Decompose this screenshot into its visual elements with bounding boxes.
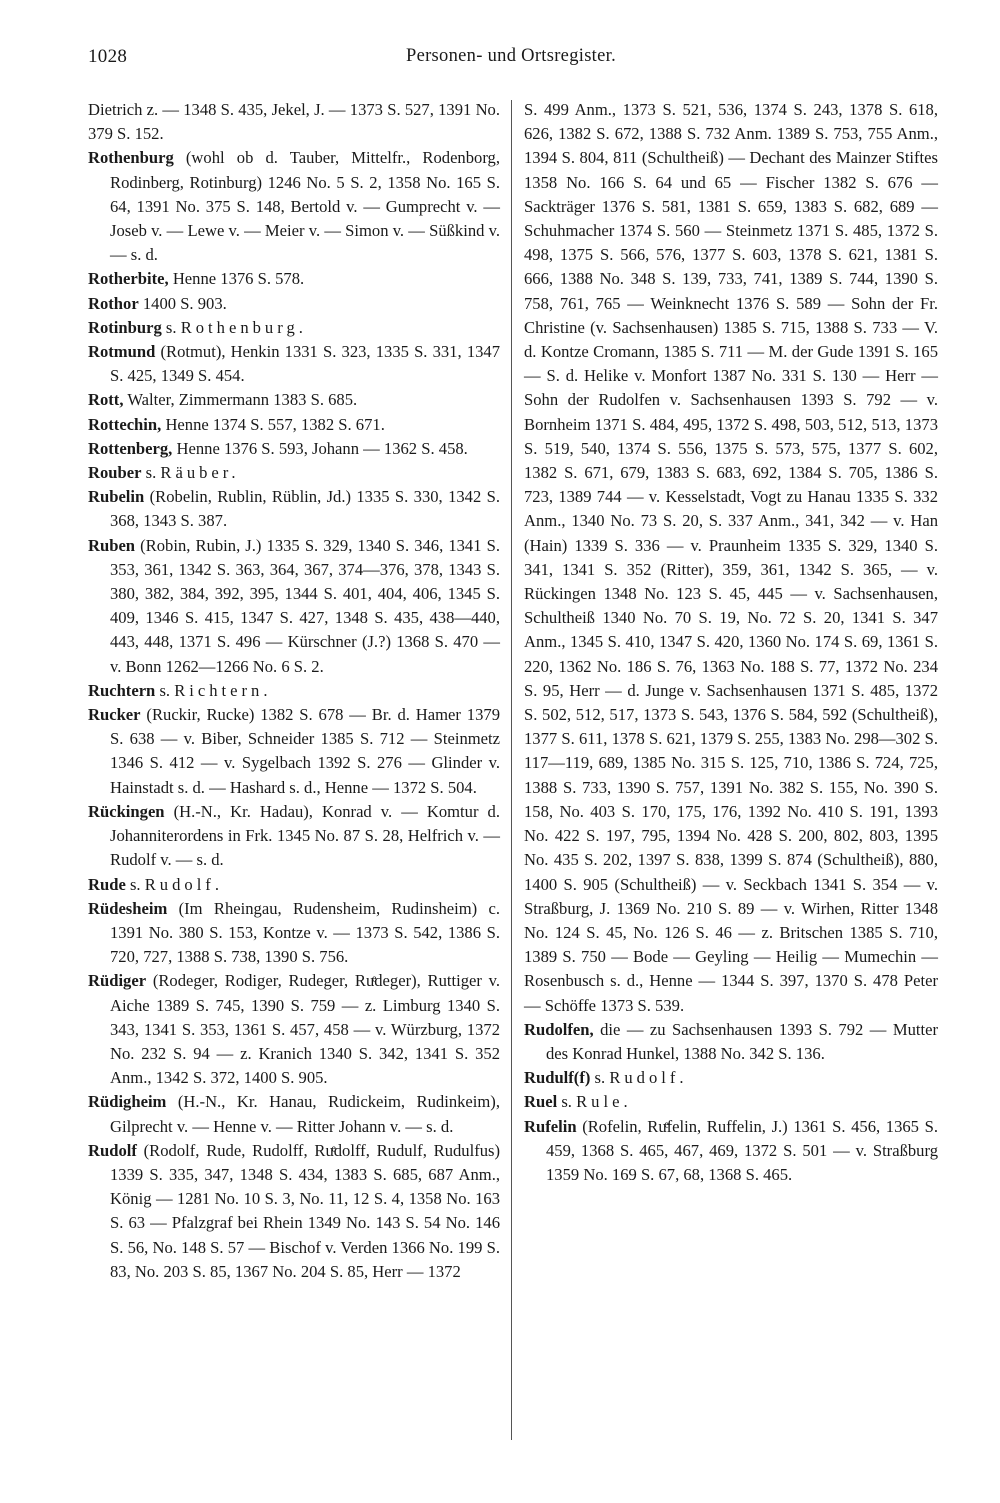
entry-headword: Rottechin, (88, 414, 162, 434)
entry-text: Henne 1376 S. 593, Johann — 1362 S. 458. (176, 438, 468, 458)
entry-headword: Rucker (88, 705, 141, 725)
entry-headword: Rudolf (88, 1140, 137, 1160)
entry-text: (H.-N., Kr. Hanau, Rudickeim, Rudinkeim), Gilprecht v. — Henne v. — Ritter Johann v. — s. d. (110, 1092, 500, 1136)
entry-text: s. (129, 874, 141, 894)
entry-text: (wohl ob d. Tauber, Mittelfr., Rodenborg, Rodinberg, Rotinburg) 1246 No. 5 S. 2, 1358 No. 165 S. 64, 1391 No. 375 S. 148, Bertold v. — Gumprecht v. — Joseb v. — Lewe v. — Meier v. — Simon v. — Süßkind v. — s. d. (110, 148, 500, 265)
left-column (88, 98, 500, 1284)
index-entry-rothenburg (88, 146, 500, 267)
column-divider (511, 100, 512, 1440)
entry-headword: Rott, (88, 390, 124, 410)
entry-headword: Ruel (524, 1092, 558, 1112)
index-entry-rudulff (524, 1066, 938, 1090)
entry-headword: Rüdiger (88, 971, 147, 991)
entry-headword: Rude (88, 874, 126, 894)
entry-cross-reference: Richtern. (174, 680, 272, 700)
index-entry-rouber (88, 461, 500, 485)
entry-headword: Rotherbite, (88, 269, 169, 289)
entry-headword: Rüdesheim (88, 898, 168, 918)
entry-headword: Ruchtern (88, 680, 156, 700)
entry-text: (Rotmut), Henkin 1331 S. 323, 1335 S. 331, 1347 S. 425, 1349 S. 454. (110, 342, 501, 386)
entry-text: s. (159, 680, 171, 700)
entry-headword: Ruben (88, 535, 136, 555)
index-entry-rucker (88, 703, 500, 800)
index-entry-ruchtern (88, 679, 500, 703)
entry-cross-reference: Rule. (576, 1092, 632, 1112)
index-entry-cont1 (88, 98, 500, 146)
entry-headword: Rudolfen, (524, 1019, 594, 1039)
entry-cross-reference: Rudolf. (609, 1068, 688, 1088)
entry-text: (Rodolf, Rude, Rudolff, Ruͤdolff, Rudulf, Rudulfus) 1339 S. 335, 347, 1348 S. 434, 1383 S. 685, 687 Anm., König — 1281 No. 10 S. 3, No. 11, 12 S. 4, 1358 No. 163 S. 63 — Pfalzgraf bei Rhein 1349 No. 143 S. 54 No. 146 S. 56, No. 148 S. 57 — Bischof v. Verden 1366 No. 199 S. 83, No. 203 S. 85, 1367 No. 204 S. 85, Herr — 1372 (110, 1140, 500, 1281)
entry-text: Walter, Zimmermann 1383 S. 685. (127, 390, 358, 410)
page-header (0, 46, 1000, 80)
index-entry-rotinburg (88, 316, 500, 340)
page-title: Personen- und Ortsregister. (405, 46, 617, 66)
entry-text: (Rofelin, Ruͤfelin, Ruffelin, J.) 1361 S. 456, 1365 S. 459, 1368 S. 465, 467, 469, 1372 S. 501 — v. Straßburg 1359 No. 169 S. 67, 68, 1368 S. 465. (546, 1116, 938, 1184)
entry-headword: Rouber (88, 463, 142, 483)
index-entry-ruben (88, 534, 500, 679)
index-entry-rubelin (88, 485, 500, 533)
entry-headword: Rufelin (524, 1116, 577, 1136)
index-entry-rothor (88, 292, 500, 316)
entry-text: Henne 1376 S. 578. (172, 269, 305, 289)
entry-text: (Robelin, Rublin, Rüblin, Jd.) 1335 S. 330, 1342 S. 368, 1343 S. 387. (110, 487, 500, 531)
index-entry-rotmund (88, 340, 500, 388)
index-entry-ruediger (88, 969, 500, 1090)
entry-cross-reference: Rudolf. (144, 874, 223, 894)
entry-headword: Rüdigheim (88, 1092, 167, 1112)
entry-text: Dietrich z. — 1348 S. 435, Jekel, J. — 1373 S. 527, 1391 No. 379 S. 152. (88, 100, 500, 144)
entry-cross-reference: Rothenburg. (180, 317, 307, 337)
entry-text: (Rodeger, Rodiger, Rudeger, Ruͤdeger), Ruttiger v. Aiche 1389 S. 745, 1390 S. 759 — z. Limburg 1340 S. 343, 1341 S. 353, 1361 S. 457, 458 — v. Würzburg, 1372 No. 232 S. 94 — z. Kranich 1340 S. 342, 1341 S. 352 Anm., 1342 S. 372, 1400 S. 905. (110, 971, 500, 1088)
entry-text: (Robin, Rubin, J.) 1335 S. 329, 1340 S. 346, 1341 S. 353, 361, 1342 S. 363, 364, 367, 374—376, 378, 1343 S. 380, 382, 384, 392, 395, 1344 S. 401, 404, 406, 1345 S. 409, 1346 S. 415, 1347 S. 427, 1348 S. 435, 438—440, 443, 448, 1371 S. 496 — Kürschner (J.?) 1368 S. 470 — v. Bonn 1262—1266 No. 6 S. 2. (110, 535, 500, 676)
entry-headword: Rotinburg (88, 317, 162, 337)
entry-cross-reference: Räuber. (160, 463, 240, 483)
index-entry-rufelin (524, 1115, 938, 1188)
entry-text: s. (561, 1092, 572, 1112)
entry-headword: Rottenberg, (88, 438, 173, 458)
index-entry-ruedesheim (88, 897, 500, 970)
index-entry-rott (88, 388, 500, 412)
index-entry-rudolf (88, 1139, 500, 1284)
index-entry-rudolfen (524, 1018, 938, 1066)
entry-headword: Rothenburg (88, 148, 174, 168)
index-entry-cont2 (524, 98, 938, 1018)
entry-text: die — zu Sachsenhausen 1393 S. 792 — Mutter des Konrad Hunkel, 1388 No. 342 S. 136. (546, 1019, 938, 1063)
entry-headword: Rubelin (88, 487, 145, 507)
entry-text: (Ruckir, Rucke) 1382 S. 678 — Br. d. Hamer 1379 S. 638 — v. Biber, Schneider 1385 S. 712 — Steinmetz 1346 S. 412 — v. Sygelbach 1392 S. 276 — Glinder v. Hainstadt s. d. — Hashard s. d., Henne — 1372 S. 504. (110, 705, 500, 797)
index-entry-rueckingen (88, 800, 500, 873)
entry-text: Henne 1374 S. 557, 1382 S. 671. (165, 414, 385, 434)
page-number: 1028 (88, 46, 128, 67)
entry-headword: Rudulf(f) (524, 1068, 591, 1088)
index-entry-rottechin (88, 413, 500, 437)
entry-text: (Im Rheingau, Rudensheim, Rudinsheim) c. 1391 No. 380 S. 153, Kontze v. — 1373 S. 542, 1386 S. 720, 727, 1388 S. 738, 1390 S. 756. (110, 898, 500, 967)
entry-text: 1400 S. 903. (142, 293, 227, 313)
entry-headword: Rothor (88, 293, 139, 313)
index-entry-rotherbite (88, 267, 500, 291)
entry-headword: Rotmund (88, 342, 156, 362)
index-entry-rude (88, 873, 500, 897)
right-column (524, 98, 938, 1187)
entry-text: s. (165, 317, 177, 337)
entry-text: s. (594, 1068, 606, 1088)
entry-headword: Rückingen (88, 801, 165, 821)
entry-text: S. 499 Anm., 1373 S. 521, 536, 1374 S. 243, 1378 S. 618, 626, 1382 S. 672, 1388 S. 732 Anm. 1389 S. 753, 755 Anm., 1394 S. 804, 811 (Schultheiß) — Dechant des Mainzer Stiftes 1358 No. 166 S. 64 und 65 — Fischer 1382 S. 676 —Sackträger 1376 S. 581, 1381 S. 659, 1383 S. 682, 689 — Schuhmacher 1374 S. 560 — Steinmetz 1371 S. 485, 1372 S. 498, 1375 S. 566, 576, 1377 S. 603, 1378 S. 621, 1381 S. 666, 1388 No. 348 S. 139, 733, 741, 1389 S. 744, 1390 S. 758, 761, 765 — Weinknecht 1376 S. 589 — Sohn der Fr. Christine (v. Sachsenhausen) 1385 S. 715, 1388 S. 733 — V. d. Kontze Cromann, 1385 S. 711 — M. der Gude 1391 S. 165 — S. d. Helike v. Monfort 1387 No. 331 S. 130 — Herr — Sohn der Rudolfen v. Sachsenhausen 1393 S. 792 — v. Bornheim 1371 S. 484, 495, 1372 S. 498, 503, 512, 513, 1373 S. 519, 540, 1374 S. 556, 1375 S. 573, 575, 1377 S. 602, 1382 S. 671, 679, 1383 S. 683, 692, 1384 S. 705, 1386 S. 723, 1389 744 — v. Kesselstadt, Vogt zu Hanau 1335 S. 332 Anm., 1340 No. 73 S. 20, S. 337 Anm., 341, 342 — v. Han (Hain) 1339 S. 336 — v. Praunheim 1335 S. 329, 1340 S. 341, 1341 S. 352 (Ritter), 359, 361, 1342 S. 365, — v. Rückingen 1348 No. 123 S. 45, 445 — v. Sachsenhausen, Schultheiß 1340 No. 70 S. 19, No. 72 S. 20, 1341 S. 347 Anm., 1345 S. 410, 1347 S. 420, 1360 No. 174 S. 69, 1361 S. 220, 1362 No. 186 S. 76, 1363 No. 188 S. 77, 1372 No. 234 S. 95, Herr — d. Junge v. Sachsenhausen 1371 S. 485, 1372 S. 502, 512, 517, 1373 S. 543, 1376 S. 584, 592 (Schultheiß), 1377 S. 611, 1378 S. 621, 1379 S. 255, 1383 No. 298—302 S. 117—119, 689, 1385 No. 315 S. 125, 710, 1386 S. 724, 725, 1388 S. 733, 1390 S. 757, 1391 No. 382 S. 155, No. 390 S. 158, No. 403 S. 170, 175, 176, 1392 No. 410 S. 191, 1393 No. 422 S. 197, 795, 1394 No. 428 S. 200, 802, 803, 1395 No. 435 S. 202, 1397 S. 838, 1399 S. 874 (Schultheiß), 880, 1400 S. 905 (Schultheiß) — v. Seckbach 1341 S. 354 — v. Straßburg, J. 1369 No. 210 S. 89 — v. Wirhen, Ritter 1348 No. 124 S. 45, No. 126 S. 46 — z. Britschen 1385 S. 710, 1389 S. 750 — Bode — Geyling — Heilig — Mumechin — Rosenbusch s. d., Henne — 1344 S. 397, 1370 S. 478 Peter — Schöffe 1373 S. 539. (524, 100, 938, 1015)
entry-text: (H.-N., Kr. Hadau), Konrad v. — Komtur d. Johanniterordens in Frk. 1345 No. 87 S. 28, Helfrich v. — Rudolf v. — s. d. (110, 801, 500, 870)
index-entry-rottenberg (88, 437, 500, 461)
entry-text: s. (145, 463, 157, 483)
index-entry-ruedigheim (88, 1090, 500, 1138)
index-entry-ruel (524, 1090, 938, 1114)
